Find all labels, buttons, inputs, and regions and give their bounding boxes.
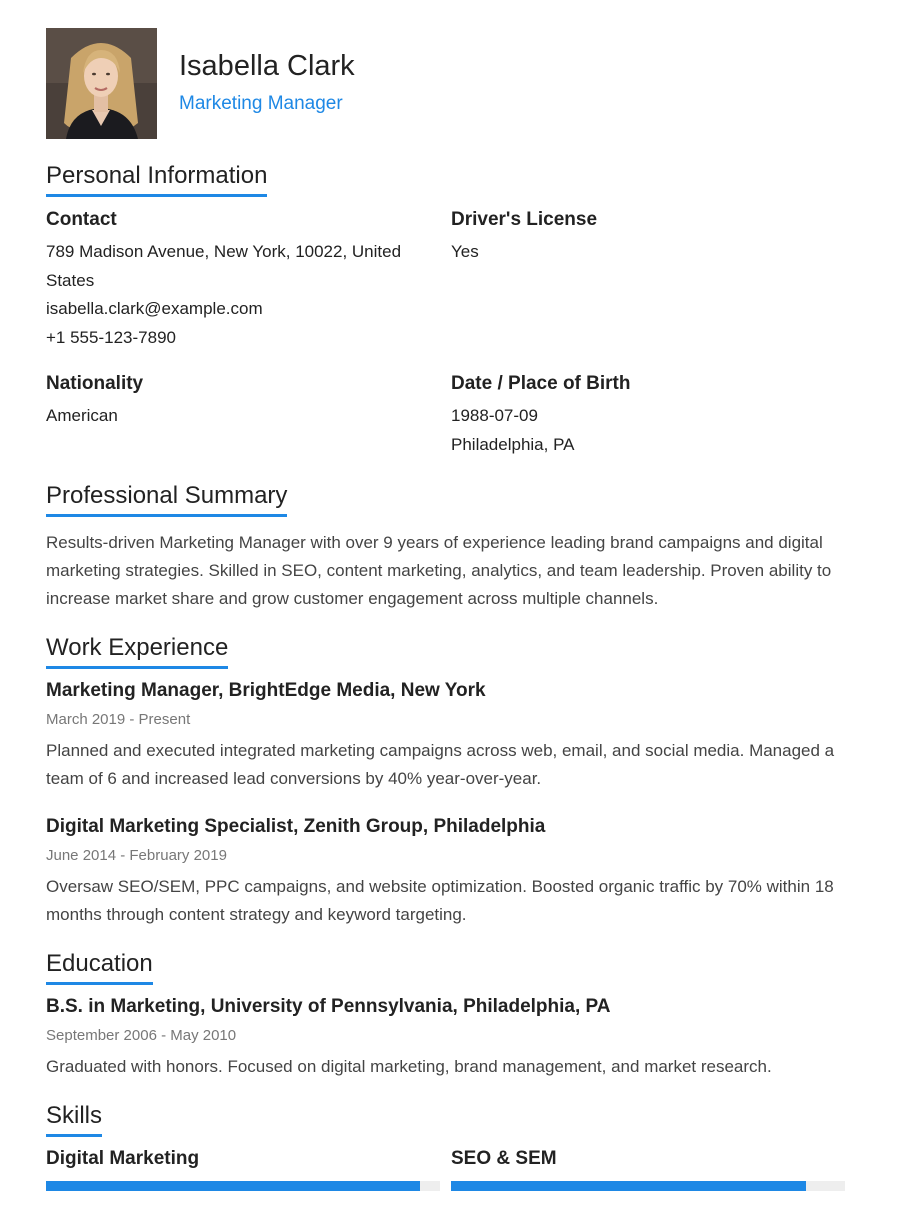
education-description: Graduated with honors. Focused on digital marketing, brand management, and market research.	[46, 1057, 772, 1076]
skill-name: Digital Marketing	[46, 1148, 200, 1169]
job-title: Digital Marketing Specialist, Zenith Group, Philadelphia	[46, 816, 546, 837]
skill-bar-fill	[451, 1181, 806, 1191]
license-block	[451, 208, 856, 352]
job-item	[46, 815, 856, 929]
personal-row-1	[46, 208, 856, 352]
skills-title: Skills	[46, 1101, 102, 1137]
education-item	[46, 995, 856, 1081]
nationality-value: American	[46, 406, 118, 425]
job-dates: June 2014 - February 2019	[46, 847, 227, 864]
education-degree: B.S. in Marketing, University of Pennsylvania, Philadelphia, PA	[46, 996, 611, 1017]
education-section	[46, 949, 856, 1081]
contact-block	[46, 208, 451, 352]
summary-text: Results-driven Marketing Manager with over 9 years of experience leading brand campaigns and digital marketing strategies. Skilled in SEO, content marketing, analytics, and team leadership. Proven ability to increase market share and grow customer engagement across multiple channels.	[46, 533, 832, 608]
birth-date: 1988-07-09	[451, 406, 538, 425]
header-text	[179, 28, 355, 116]
experience-section	[46, 633, 856, 929]
education-title: Education	[46, 949, 153, 985]
resume-header	[46, 28, 856, 139]
skill-bar	[46, 1181, 440, 1191]
summary-title: Professional Summary	[46, 481, 287, 517]
job-item	[46, 679, 856, 793]
license-label: Driver's License	[451, 209, 598, 230]
education-dates: September 2006 - May 2010	[46, 1027, 237, 1044]
job-description: Oversaw SEO/SEM, PPC campaigns, and website optimization. Boosted organic traffic by 70% within 18 months through content strategy and keyword targeting.	[46, 877, 834, 924]
skills-section	[46, 1101, 856, 1191]
job-dates: March 2019 - Present	[46, 711, 191, 728]
experience-title: Work Experience	[46, 633, 228, 669]
candidate-name: Isabella Clark	[179, 50, 355, 82]
skill-item	[46, 1147, 451, 1191]
contact-email: isabella.clark@example.com	[46, 299, 263, 318]
license-value: Yes	[451, 242, 479, 261]
birth-place: Philadelphia, PA	[451, 434, 575, 454]
birth-block	[451, 372, 856, 459]
job-title: Marketing Manager, BrightEdge Media, New York	[46, 680, 486, 701]
contact-phone: +1 555-123-7890	[46, 327, 176, 347]
personal-title: Personal Information	[46, 161, 267, 197]
profile-photo	[46, 28, 157, 139]
skill-bar-fill	[46, 1181, 420, 1191]
skills-row	[46, 1147, 856, 1191]
skill-item	[451, 1147, 856, 1191]
contact-label: Contact	[46, 209, 117, 230]
skill-name: SEO & SEM	[451, 1148, 557, 1169]
personal-row-2	[46, 372, 856, 459]
skill-bar	[451, 1181, 845, 1191]
nationality-block	[46, 372, 451, 459]
candidate-role: Marketing Manager	[179, 93, 343, 114]
summary-section	[46, 481, 856, 613]
job-description: Planned and executed integrated marketing campaigns across web, email, and social media. Managed a team of 6 and increased lead conversions by 40% year-over-year.	[46, 741, 835, 788]
birth-label: Date / Place of Birth	[451, 373, 631, 394]
contact-address: 789 Madison Avenue, New York, 10022, United States	[46, 242, 402, 290]
personal-section	[46, 161, 856, 459]
nationality-label: Nationality	[46, 373, 144, 394]
